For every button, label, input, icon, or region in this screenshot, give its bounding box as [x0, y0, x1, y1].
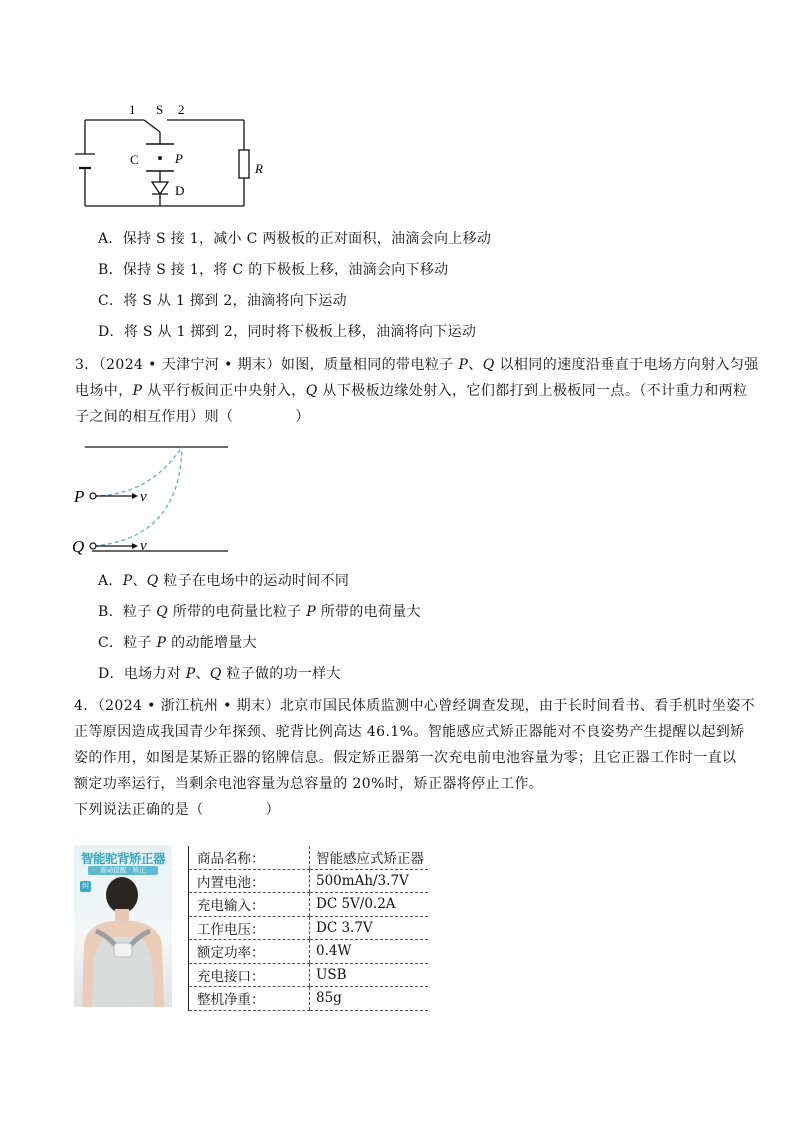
spec-row: [189, 869, 429, 893]
q2-option-b[interactable]: B．保持 S 接 1，将 C 的下极板上移，油滴会向下移动: [98, 262, 449, 278]
head-hair: [106, 877, 138, 913]
particle-figure: [70, 440, 240, 560]
point-p-label: P: [175, 151, 183, 166]
resistor: [239, 150, 249, 178]
switch-pos-1-label: 1: [129, 102, 136, 117]
particle-p: [90, 493, 96, 499]
q3-stem-line-3: 子之间的相互作用）则（ ）: [75, 409, 310, 425]
spec-row: [189, 846, 429, 869]
resistor-label: R: [255, 161, 263, 176]
spec-row: [189, 893, 429, 917]
arrowhead-p: [132, 493, 138, 499]
q3-stem-line-1: 3．（2024 • 天津宁河 • 期末）如图，质量相同的带电粒子 P、Q 以相同的速度沿垂直于电场方向射入匀强: [75, 357, 759, 373]
spec-key: 内置电池：: [189, 869, 310, 893]
spec-key: 工作电压：: [189, 916, 310, 940]
q2-option-d[interactable]: D．将 S 从 1 掷到 2，同时将下极板上移，油滴将向下运动: [98, 324, 477, 340]
q4-stem-line-1: 4．（2024 • 浙江杭州 • 期末）北京市国民体质监测中心曾经调查发现，由于长时间看书、看手机时坐姿不: [74, 698, 756, 714]
arrowhead-q: [132, 543, 138, 549]
oil-drop-dot: [158, 156, 162, 160]
diode-label: D: [175, 183, 185, 198]
ad-title: 智能驼背矫正器: [80, 851, 165, 866]
spec-row: [189, 987, 429, 1011]
spec-value: DC 5V/0.2A: [310, 893, 429, 917]
q3-stem: [75, 352, 759, 430]
product-ad-image: [74, 845, 172, 1007]
ad-badge: 纠: [82, 882, 89, 890]
spec-value: 0.4W: [310, 940, 429, 964]
spec-value: 85g: [310, 987, 429, 1011]
q3-option-b[interactable]: B．粒子 Q 所带的电荷量比粒子 P 所带的电荷量大: [98, 604, 421, 620]
q4-stem-line-4: 额定功率运行，当剩余电池容量为总容量的 20%时，矫正器将停止工作。: [74, 776, 544, 792]
label-v-q: v: [140, 538, 147, 554]
ad-subtitle: 震动提醒 · 矫正: [88, 866, 158, 875]
particle-q: [90, 543, 96, 549]
spec-key: 商品名称：: [189, 846, 310, 869]
spec-value: DC 3.7V: [310, 916, 429, 940]
spec-value: USB: [310, 963, 429, 987]
spec-key: 整机净重：: [189, 987, 310, 1011]
person-illustration: [74, 845, 172, 1007]
spec-value: 智能感应式矫正器: [310, 846, 429, 869]
q4-stem-line-3: 姿的作用，如图是某矫正器的铭牌信息。假定矫正器第一次充电前电池容量为零；且它正器工作时一直以: [74, 750, 737, 766]
switch-label: S: [156, 102, 164, 117]
q3-option-d[interactable]: D．电场力对 P、Q 粒子做的功一样大: [98, 666, 341, 682]
trajectory-p: [94, 447, 182, 496]
q2-option-c[interactable]: C．将 S 从 1 掷到 2，油滴将向下运动: [98, 293, 347, 309]
spec-value: 500mAh/3.7V: [310, 869, 429, 893]
q4-stem-line-5: 下列说法正确的是（ ）: [74, 802, 281, 818]
spec-row: [189, 963, 429, 987]
switch-blade: [144, 120, 160, 132]
circuit-diagram: [70, 98, 280, 213]
neck: [115, 909, 129, 923]
spec-key: 额定功率：: [189, 940, 310, 964]
diode-triangle: [152, 182, 168, 194]
capacitor-label: C: [130, 152, 139, 167]
q2-option-a[interactable]: A．保持 S 接 1，减小 C 两极板的正对面积，油滴会向上移动: [98, 231, 492, 247]
switch-pos-2-label: 2: [178, 102, 185, 117]
q4-stem-line-2: 正等原因造成我国青少年探颈、驼背比例高达 46.1%。智能感应式矫正器能对不良姿势产生提醒以起到矫: [74, 724, 745, 740]
q3-option-c[interactable]: C．粒子 P 的动能增量大: [98, 635, 257, 651]
spec-row: [189, 940, 429, 964]
q3-option-a[interactable]: A．P、Q 粒子在电场中的运动时间不同: [98, 573, 350, 589]
spec-key: 充电输入：: [189, 893, 310, 917]
q4-stem: [74, 693, 756, 823]
brace-device: [114, 943, 132, 957]
spec-key: 充电接口：: [189, 963, 310, 987]
spec-table: [188, 846, 428, 1011]
label-v-p: v: [140, 489, 147, 505]
label-p: P: [74, 487, 85, 506]
label-q: Q: [72, 537, 85, 556]
spec-row: [189, 916, 429, 940]
q3-stem-line-2: 电场中，P 从平行板间正中央射入，Q 从下极板边缘处射入，它们都打到上极板同一点。（不计重力和两粒: [75, 383, 748, 399]
